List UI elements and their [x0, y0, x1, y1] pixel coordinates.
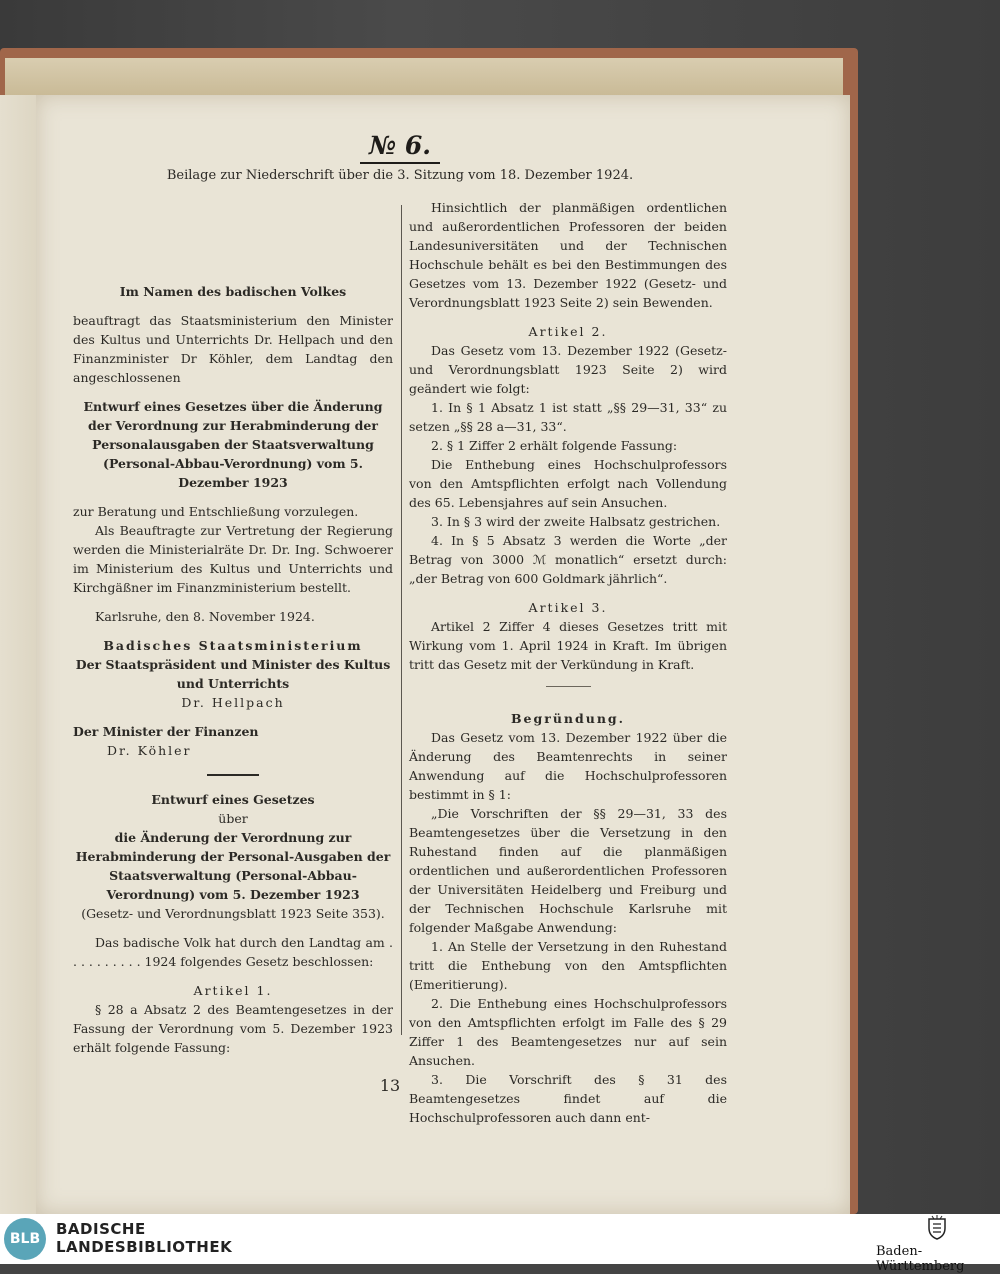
quote-1: „Die Vorschriften der §§ 29—31, 33 des Beamtengesetzes über die Versetzung in den Ruhestand finden auf die planmäßigen ordentlichen und außerordentlichen Professoren der Universitäten Heidelberg und Freiburg und der Technischen Hochschule Karlsruhe mit folgender Maßgabe Anwendung:	[409, 806, 727, 935]
left-column	[73, 282, 393, 1057]
quote-4: 3. Die Vorschrift des § 31 des Beamtengesetzes findet auf die Hochschulprofessoren auch dann ent-	[409, 1072, 727, 1125]
article-3-heading: Artikel 3.	[528, 600, 608, 615]
document-subtitle: Beilage zur Niederschrift über die 3. Sitzung vom 18. Dezember 1924.	[166, 168, 634, 183]
library-name-line-1: BADISCHE	[56, 1220, 146, 1238]
library-name[interactable]	[56, 1220, 232, 1256]
left-paragraph-4: Das badische Volk hat durch den Landtag am . . . . . . . . . . 1924 folgendes Gesetz beschlossen:	[73, 935, 393, 969]
blb-logo-icon[interactable]: BLB	[4, 1218, 46, 1260]
begruendung-heading: Begründung.	[510, 711, 626, 726]
previous-page-edge	[0, 95, 37, 1214]
right-paragraph-2: Das Gesetz vom 13. Dezember 1922 (Gesetz- und Verordnungsblatt 1923 Seite 2) wird geändert wie folgt:	[409, 343, 727, 396]
draft-title-bold: Entwurf eines Gesetzes über die Änderung der Verordnung zur Herabminderung der Personalausgaben der Staatsverwaltung (Personal-Abbau-Verordnung) vom 5. Dezember 1923	[83, 399, 383, 490]
place-date: Karlsruhe, den 8. November 1924.	[95, 609, 315, 624]
quote-2: 1. An Stelle der Versetzung in den Ruhestand tritt die Enthebung von den Amtspflichten (Emeritierung).	[409, 939, 727, 992]
signature-1-name: Dr. Hellpach	[181, 695, 285, 710]
signature-2-role: Der Minister der Finanzen	[73, 724, 259, 739]
library-name-line-2: LANDESBIBLIOTHEK	[56, 1238, 233, 1256]
state-name: Baden-Württemberg	[876, 1244, 965, 1274]
item-4: 4. In § 5 Absatz 3 werden die Worte „der Betrag von 3000 ℳ monatlich“ ersetzt durch: „der Betrag von 600 Goldmark jährlich“.	[409, 533, 727, 586]
right-paragraph-1: Hinsichtlich der planmäßigen ordentlichen und außerordentlichen Professoren der beiden Landesuniversitäten und der Technischen Hochschule behält es bei den Bestimmungen des Gesetzes vom 13. Dezember 1922 (Gesetz- und Verordnungsblatt 1923 Seite 2) sein Bewenden.	[409, 200, 727, 310]
item-3: 3. In § 3 wird der zweite Halbsatz gestrichen.	[431, 514, 721, 529]
document-number: № 6.	[360, 130, 440, 164]
left-paragraph-3: Als Beauftragte zur Vertretung der Regierung werden die Ministerialräte Dr. Dr. Ing. Schwoerer im Ministerium des Kultus und Unterrichts und Kirchgäßner im Finanzministerium bestellt.	[73, 523, 393, 595]
signature-1-role: Der Staatspräsident und Minister des Kultus und Unterrichts	[75, 657, 391, 691]
left-heading: Im Namen des badischen Volkes	[119, 284, 347, 299]
article-2-heading: Artikel 2.	[528, 324, 608, 339]
item-2-text: Die Enthebung eines Hochschulprofessors von den Amtspflichten erfolgt nach Vollendung des 65. Lebensjahres auf sein Ansuchen.	[409, 457, 727, 510]
left-paragraph-5: § 28 a Absatz 2 des Beamtengesetzes in der Fassung der Verordnung vom 5. Dezember 1923 erhält folgende Fassung:	[73, 1002, 393, 1055]
right-column	[409, 198, 727, 1127]
section-rule	[207, 774, 259, 776]
section-rule-thin	[546, 686, 591, 687]
quote-3: 2. Die Enthebung eines Hochschulprofessors von den Amtspflichten erfolgt im Falle des § 29 Ziffer 1 des Beamtengesetzes nur auf sein Ansuchen.	[409, 996, 727, 1068]
draft-heading: Entwurf eines Gesetzes	[151, 792, 315, 807]
column-divider	[401, 205, 402, 1035]
coat-of-arms-icon	[924, 1215, 950, 1241]
page-number: 13	[379, 1076, 401, 1095]
draft-reference: (Gesetz- und Verordnungsblatt 1923 Seite 353).	[81, 906, 385, 921]
article-1-heading: Artikel 1.	[193, 983, 273, 998]
left-paragraph-1: beauftragt das Staatsministerium den Minister des Kultus und Unterrichts Dr. Hellpach und den Finanzminister Dr Köhler, dem Landtag den angeschlossenen	[73, 313, 393, 385]
left-paragraph-2: zur Beratung und Entschließung vorzulegen.	[73, 504, 359, 519]
draft-subject: die Änderung der Verordnung zur Herabminderung der Personal-Ausgaben der Staatsverwaltung (Personal-Abbau-Verordnung) vom 5. Dezember 1923	[75, 830, 391, 902]
signature-2-name: Dr. Köhler	[107, 743, 192, 758]
right-paragraph-3: Artikel 2 Ziffer 4 dieses Gesetzes tritt mit Wirkung vom 1. April 1924 in Kraft. Im übrigen tritt das Gesetz mit der Verkündung in Kraft.	[409, 619, 727, 672]
right-paragraph-4: Das Gesetz vom 13. Dezember 1922 über die Änderung des Beamtenrechts in seiner Anwendung auf die Hochschulprofessoren bestimmt in § 1:	[409, 730, 727, 802]
item-1: 1. In § 1 Absatz 1 ist statt „§§ 29—31, 33“ zu setzen „§§ 28 a—31, 33“.	[409, 400, 727, 434]
page-stack-edge	[5, 58, 843, 99]
draft-ueber: über	[218, 811, 248, 826]
signature-1-org: Badisches Staatsministerium	[103, 638, 363, 653]
item-2: 2. § 1 Ziffer 2 erhält folgende Fassung:	[431, 438, 678, 453]
